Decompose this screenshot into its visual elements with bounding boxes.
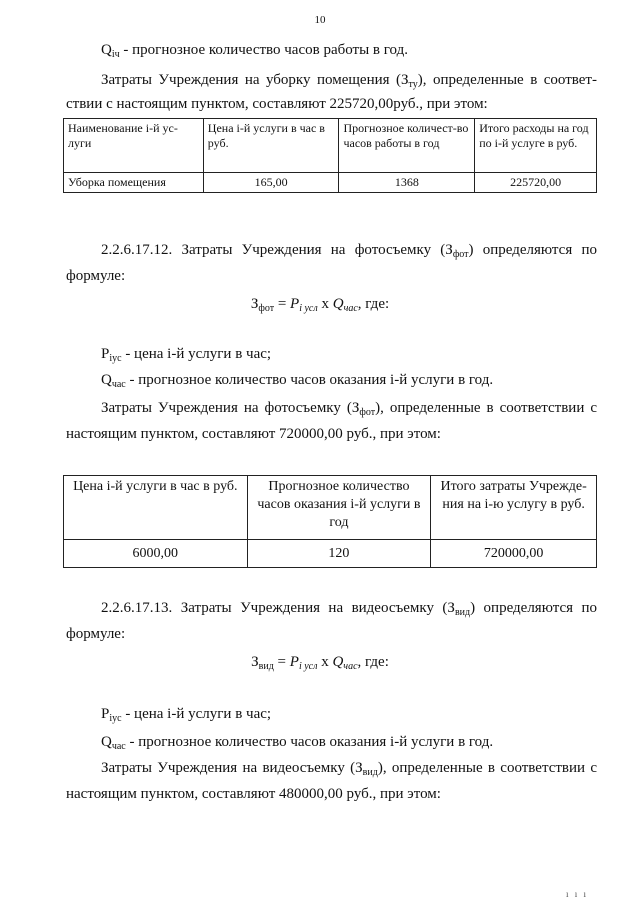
definition-p-price: $P_{iус}$ - цена i-й услуги в час; [101, 346, 272, 364]
definition-p-price: $P_{iус}$ - цена i-й услуги в час; [101, 706, 272, 724]
section-12-heading-line1: 2.2.6.17.12. Затраты Учреждения на фотосъемку $(З_{фот})$ определяются по [101, 242, 597, 260]
table-header-cell: Прогнозное количество часов оказания i-й услуги в год [247, 476, 431, 540]
photo-cost-table [63, 475, 597, 568]
photo-summary-line2: настоящим пунктом, составляют 720000,00 руб., при этом: [66, 426, 441, 442]
table-header-cell: Итого затраты Учрежде-ния на i-ю услугу в руб. [431, 476, 597, 540]
table-cell: 6000,00 [64, 540, 248, 568]
video-summary-line1: Затраты Учреждения на видеосъемку $(З_{вид})$, определенные в соответствии с [101, 760, 597, 778]
table-header-cell: Прогнозное количест-во часов работы в год [339, 119, 475, 173]
table-header-cell: Цена i-й услуги в час в руб. [64, 476, 248, 540]
table-header-row [64, 476, 597, 540]
definition-q-hours: $Q_{час}$ - прогнозное количество часов оказания i-й услуги в год. [101, 372, 494, 390]
table-header-row [64, 119, 597, 173]
formula-photo: $З_{фот} = P_{i усл}$ x $Q_{час}$, где: [250, 296, 390, 314]
table-row [64, 173, 597, 193]
table-cell: 1368 [339, 173, 475, 193]
table-cell: 720000,00 [431, 540, 597, 568]
table-row [64, 540, 597, 568]
section-13-heading-line1: 2.2.6.17.13. Затраты Учреждения на видеосъемку $(З_{вид})$ определяются по [101, 600, 597, 618]
table-cell: 225720,00 [475, 173, 597, 193]
definition-q-hours: $Q_{час}$ - прогнозное количество часов оказания i-й услуги в год. [101, 734, 494, 752]
cleaning-cost-table [63, 118, 597, 193]
cleaning-summary-line2: ствии с настоящим пунктом, составляют 225720,00руб., при этом: [66, 96, 488, 112]
table-cell: 165,00 [203, 173, 339, 193]
table-cell: Уборка помещения [64, 173, 204, 193]
cleaning-summary-line1: Затраты Учреждения на уборку помещения $(З_{ту})$, определенные в соответ- [101, 72, 597, 90]
table-cell: 120 [247, 540, 431, 568]
video-summary-line2: настоящим пунктом, составляют 480000,00 руб., при этом: [66, 786, 441, 802]
page-number: 10 [314, 14, 326, 26]
photo-summary-line1: Затраты Учреждения на фотосъемку $(З_{фот})$, определенные в соответствии с [101, 400, 597, 418]
table-header-cell: Цена i-й услуги в час в руб. [203, 119, 339, 173]
definition-q-hours: $Q_{iч}$ - прогнозное количество часов работы в год. [101, 42, 408, 60]
section-13-heading-line2: формуле: [66, 626, 126, 642]
section-12-heading-line2: формуле: [66, 268, 126, 284]
scan-mark: ı ı ı [565, 889, 588, 899]
table-header-cell: Итого расходы на год по i-й услуге в руб. [475, 119, 597, 173]
formula-video: $З_{вид} = P_{i усл}$ x $Q_{час}$, где: [251, 654, 389, 672]
table-header-cell: Наименование i-й ус-луги [64, 119, 204, 173]
